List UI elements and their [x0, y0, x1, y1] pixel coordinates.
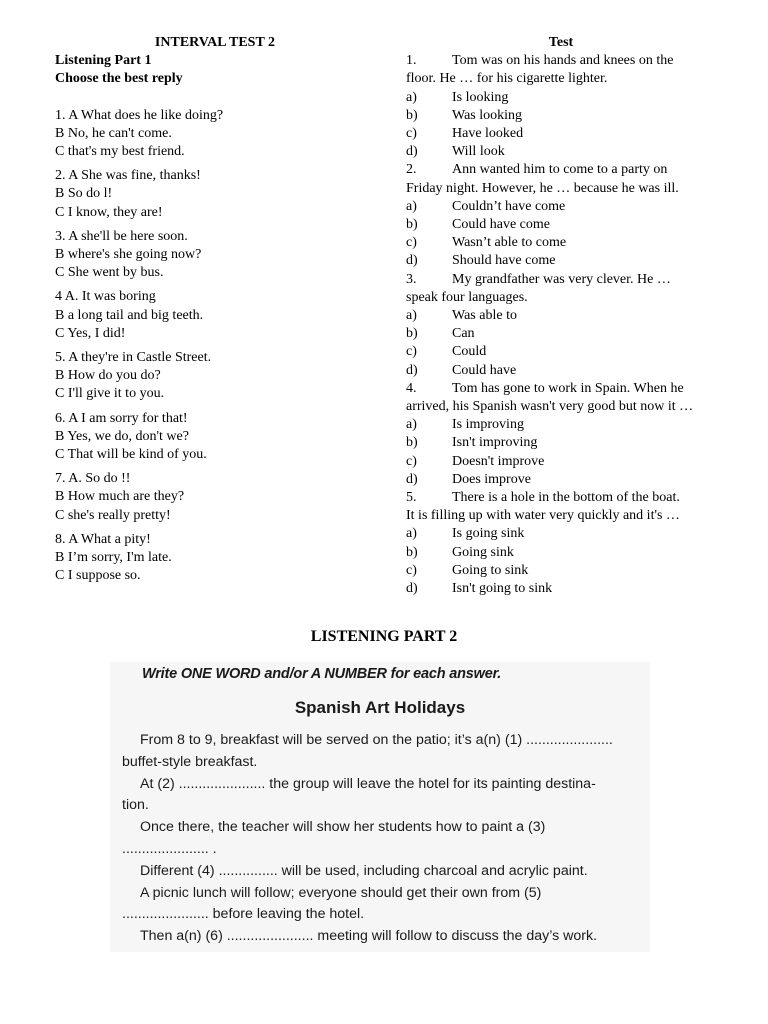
answer-option: [406, 252, 716, 270]
reply-option-c: C She went by bus.: [55, 265, 164, 281]
answer-option: [406, 434, 716, 452]
answer-option: [406, 89, 716, 107]
reply-option-c: C That will be kind of you.: [55, 447, 207, 463]
exercise-line: tion.: [122, 797, 149, 814]
reply-item: [55, 531, 375, 586]
question-text-continued: floor. He … for his cigarette lighter.: [406, 71, 608, 87]
answer-option: [406, 580, 716, 598]
answer-option: [406, 307, 716, 325]
option-letter: d): [406, 471, 418, 487]
reply-item: [55, 470, 375, 525]
reply-option-c: C I suppose so.: [55, 568, 141, 584]
option-letter: b): [406, 326, 418, 342]
option-text: Doesn't improve: [452, 453, 545, 469]
question-text: Tom has gone to work in Spain. When he: [452, 380, 684, 396]
question: [406, 271, 716, 380]
reply-option-a: 6. A I am sorry for that!: [55, 410, 188, 426]
reply-option-b: B where's she going now?: [55, 247, 202, 263]
answer-option: [406, 544, 716, 562]
option-text: Going to sink: [452, 562, 529, 578]
option-text: Isn't improving: [452, 435, 538, 451]
option-letter: a): [406, 308, 417, 324]
test-title: INTERVAL TEST 2: [154, 35, 276, 50]
option-text: Is improving: [452, 417, 524, 433]
question-number: 1.: [406, 53, 417, 69]
option-letter: a): [406, 89, 417, 105]
exercise-line: Different (4) ............... will be used, including charcoal and acrylic paint.: [140, 862, 588, 879]
exercise-line: From 8 to 9, breakfast will be served on the patio; it’s a(n) (1) ......................: [140, 732, 613, 748]
question-text-continued: Friday night. However, he … because he was ill.: [406, 180, 679, 196]
question: [406, 161, 716, 270]
option-text: Could have come: [452, 217, 550, 233]
answer-option: [406, 216, 716, 234]
exercise-line: At (2) ...................... the group will leave the hotel for its painting destina-: [140, 775, 596, 792]
option-letter: b): [406, 435, 418, 451]
option-letter: d): [406, 253, 418, 269]
option-text: Could: [452, 344, 487, 360]
reply-item: [55, 167, 375, 222]
exercise-line: Once there, the teacher will show her students how to paint a (3): [140, 819, 546, 836]
reply-option-c: C I know, they are!: [55, 204, 163, 220]
test-heading: Test: [548, 35, 574, 50]
reply-item: [55, 228, 375, 283]
reply-option-c: C I'll give it to you.: [55, 386, 165, 402]
reply-option-c: C she's really pretty!: [55, 507, 171, 523]
question-stem: [406, 271, 716, 289]
answer-option: [406, 107, 716, 125]
answer-option: [406, 562, 716, 580]
option-text: Was looking: [452, 107, 523, 123]
reply-option-a: 8. A What a pity!: [55, 531, 151, 547]
question-stem: [406, 380, 716, 398]
option-text: Will look: [452, 144, 505, 160]
option-letter: b): [406, 107, 418, 123]
reply-option-a: 1. A What does he like doing?: [55, 107, 224, 123]
option-text: Is going sink: [452, 526, 525, 542]
scanned-exercise: [110, 662, 650, 952]
question-text-continued: It is filling up with water very quickly and it's …: [406, 508, 680, 524]
option-letter: d): [406, 144, 418, 160]
option-text: Does improve: [452, 471, 531, 487]
part2-instruction: Write ONE WORD and/or A NUMBER for each answer.: [142, 666, 502, 682]
answer-option: [406, 198, 716, 216]
reply-item: [55, 349, 375, 404]
reply-option-a: 7. A. So do !!: [55, 471, 131, 487]
option-text: Going sink: [452, 544, 514, 560]
reply-item: [55, 107, 375, 162]
option-letter: a): [406, 417, 417, 433]
question-number: 3.: [406, 271, 417, 287]
part2-title: Spanish Art Holidays: [294, 698, 466, 717]
exercise-line: ...................... .: [122, 840, 217, 857]
grammar-test-column: [406, 34, 716, 598]
option-text: Isn't going to sink: [452, 581, 553, 597]
option-letter: c): [406, 344, 417, 360]
reply-option-b: B So do l!: [55, 186, 113, 202]
reply-option-c: C that's my best friend.: [55, 144, 185, 160]
option-text: Was able to: [452, 308, 517, 324]
question-text: Ann wanted him to come to a party on: [452, 162, 668, 178]
option-letter: c): [406, 235, 417, 251]
exercise-line: ...................... before leaving the hotel.: [122, 906, 365, 923]
question: [406, 52, 716, 161]
reply-option-b: B How do you do?: [55, 368, 161, 384]
exercise-line: buffet-style breakfast.: [122, 753, 258, 770]
reply-option-b: B a long tail and big teeth.: [55, 307, 204, 323]
answer-option: [406, 471, 716, 489]
answer-option: [406, 234, 716, 252]
question-number: 4.: [406, 380, 417, 396]
question-stem: [406, 161, 716, 179]
question-stem: [406, 489, 716, 507]
option-letter: b): [406, 544, 418, 560]
option-letter: d): [406, 581, 418, 597]
reply-option-a: 4 A. It was boring: [55, 289, 156, 305]
question-text: My grandfather was very clever. He …: [452, 271, 671, 287]
reply-option-a: 5. A they're in Castle Street.: [55, 350, 212, 366]
part-subtitle: Listening Part 1: [55, 53, 152, 69]
reply-item: [55, 288, 375, 343]
exercise-line: Then a(n) (6) ...................... meeting will follow to discuss the day’s work.: [140, 928, 598, 945]
answer-option: [406, 453, 716, 471]
option-text: Couldn’t have come: [452, 198, 566, 214]
reply-option-b: B How much are they?: [55, 489, 185, 505]
listening-part2-heading: LISTENING PART 2: [310, 628, 458, 645]
question-text-continued: arrived, his Spanish wasn't very good but now it …: [406, 399, 694, 415]
answer-option: [406, 343, 716, 361]
question-number: 2.: [406, 162, 417, 178]
option-letter: b): [406, 217, 418, 233]
answer-option: [406, 525, 716, 543]
question-stem: [406, 52, 716, 70]
question-text: There is a hole in the bottom of the boat.: [452, 490, 680, 506]
reply-option-b: B Yes, we do, don't we?: [55, 428, 189, 444]
reply-option-c: C Yes, I did!: [55, 325, 126, 341]
question-text-continued: speak four languages.: [406, 289, 528, 305]
reply-option-a: 3. A she'll be here soon.: [55, 228, 188, 244]
option-text: Should have come: [452, 253, 556, 269]
reply-option-a: 2. A She was fine, thanks!: [55, 168, 201, 184]
option-letter: a): [406, 198, 417, 214]
option-text: Could have: [452, 362, 517, 378]
option-letter: a): [406, 526, 417, 542]
reply-item: [55, 410, 375, 465]
question-text: Tom was on his hands and knees on the: [452, 53, 674, 69]
option-letter: c): [406, 126, 417, 142]
answer-option: [406, 325, 716, 343]
option-text: Is looking: [452, 89, 509, 105]
option-text: Wasn’t able to come: [452, 235, 567, 251]
option-letter: c): [406, 562, 417, 578]
listening-part1-column: [55, 34, 375, 591]
option-text: Can: [452, 326, 475, 342]
reply-option-b: B I’m sorry, I'm late.: [55, 550, 172, 566]
exercise-line: A picnic lunch will follow; everyone should get their own from (5): [140, 884, 542, 901]
answer-option: [406, 125, 716, 143]
option-text: Have looked: [452, 126, 524, 142]
question: [406, 380, 716, 489]
answer-option: [406, 143, 716, 161]
question-number: 5.: [406, 490, 417, 506]
answer-option: [406, 416, 716, 434]
part2-text: [122, 730, 642, 948]
instruction: Choose the best reply: [55, 71, 183, 87]
reply-option-b: B No, he can't come.: [55, 125, 172, 141]
option-letter: c): [406, 453, 417, 469]
question: [406, 489, 716, 598]
option-letter: d): [406, 362, 418, 378]
answer-option: [406, 362, 716, 380]
